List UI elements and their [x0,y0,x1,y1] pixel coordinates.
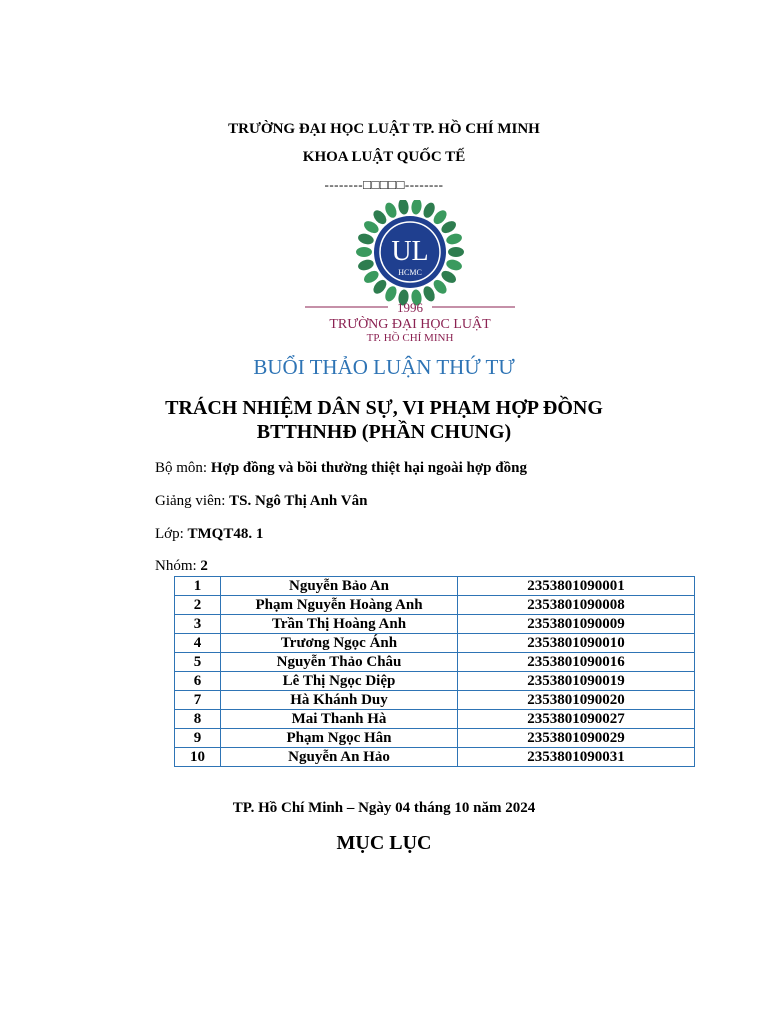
emblem-sub: HCMC [398,268,422,277]
member-number: 7 [175,691,221,710]
member-id: 2353801090027 [458,710,695,729]
table-row [175,653,695,672]
member-name: Nguyễn Thảo Châu [221,653,458,672]
member-id: 2353801090009 [458,615,695,634]
leaf-icon [445,232,463,246]
member-id: 2353801090029 [458,729,695,748]
member-name: Phạm Ngọc Hân [221,729,458,748]
member-name: Hà Khánh Duy [221,691,458,710]
table-row [175,729,695,748]
member-id: 2353801090020 [458,691,695,710]
member-name: Lê Thị Ngọc Diệp [221,672,458,691]
member-number: 9 [175,729,221,748]
table-row [175,577,695,596]
leaf-icon [397,200,409,215]
group-value: 2 [200,558,208,574]
leaf-icon [357,258,375,272]
member-number: 8 [175,710,221,729]
session-title: BUỔI THẢO LUẬN THỨ TƯ [253,355,515,379]
table-row [175,672,695,691]
member-name: Trương Ngọc Ánh [221,634,458,653]
member-number: 3 [175,615,221,634]
lecturer-line [155,493,367,510]
member-number: 5 [175,653,221,672]
member-id: 2353801090008 [458,596,695,615]
topic-title [0,396,768,444]
university-name: TRƯỜNG ĐẠI HỌC LUẬT TP. HỒ CHÍ MINH [228,121,540,137]
leaf-icon [357,232,375,246]
leaf-icon [410,200,422,215]
member-number: 2 [175,596,221,615]
header-divider: --------□□□□□-------- [324,177,444,192]
member-id: 2353801090010 [458,634,695,653]
date-line: TP. Hồ Chí Minh – Ngày 04 tháng 10 năm 2024 [232,800,536,816]
logo-name-line1: TRƯỜNG ĐẠI HỌC LUẬT [329,317,491,332]
leaf-icon [356,247,372,257]
member-id: 2353801090019 [458,672,695,691]
leaf-icon [445,258,463,272]
member-id: 2353801090031 [458,748,695,767]
class-line [155,526,263,543]
group-label: Nhóm: [155,558,197,574]
member-name: Nguyễn An Hảo [221,748,458,767]
member-number: 4 [175,634,221,653]
logo-name-line2: TP. HỒ CHÍ MINH [366,332,454,344]
toc-title: MỤC LỤC [336,832,432,854]
subject-value: Hợp đồng và bồi thường thiệt hại ngoài hợp đồng [210,460,527,476]
member-name: Mai Thanh Hà [221,710,458,729]
table-row [175,596,695,615]
leaf-icon [448,247,464,257]
member-id: 2353801090016 [458,653,695,672]
class-value: TMQT48. 1 [187,526,264,542]
table-row [175,615,695,634]
university-logo [300,200,520,346]
table-row [175,691,695,710]
university-logo-graphic [300,200,520,346]
member-name: Trần Thị Hoàng Anh [221,615,458,634]
lecturer-value: TS. Ngô Thị Anh Vân [229,493,368,509]
member-table [174,576,695,767]
lecturer-label: Giảng viên: [155,493,226,509]
member-id: 2353801090001 [458,577,695,596]
table-row [175,710,695,729]
subject-label: Bộ môn: [155,460,208,476]
emblem-letters: UL [391,236,429,267]
member-name: Nguyễn Bảo An [221,577,458,596]
member-number: 1 [175,577,221,596]
faculty-name: KHOA LUẬT QUỐC TẾ [302,149,466,165]
table-row [175,748,695,767]
topic-line1: TRÁCH NHIỆM DÂN SỰ, VI PHẠM HỢP ĐỒNG [165,397,603,419]
class-label: Lớp: [155,526,184,542]
subject-line [155,460,527,477]
logo-year: 1996 [397,300,423,315]
member-name: Phạm Nguyễn Hoàng Anh [221,596,458,615]
group-line [155,558,208,575]
member-number: 6 [175,672,221,691]
topic-line2: BTTHNHĐ (PHẦN CHUNG) [256,421,512,443]
member-number: 10 [175,748,221,767]
table-row [175,634,695,653]
